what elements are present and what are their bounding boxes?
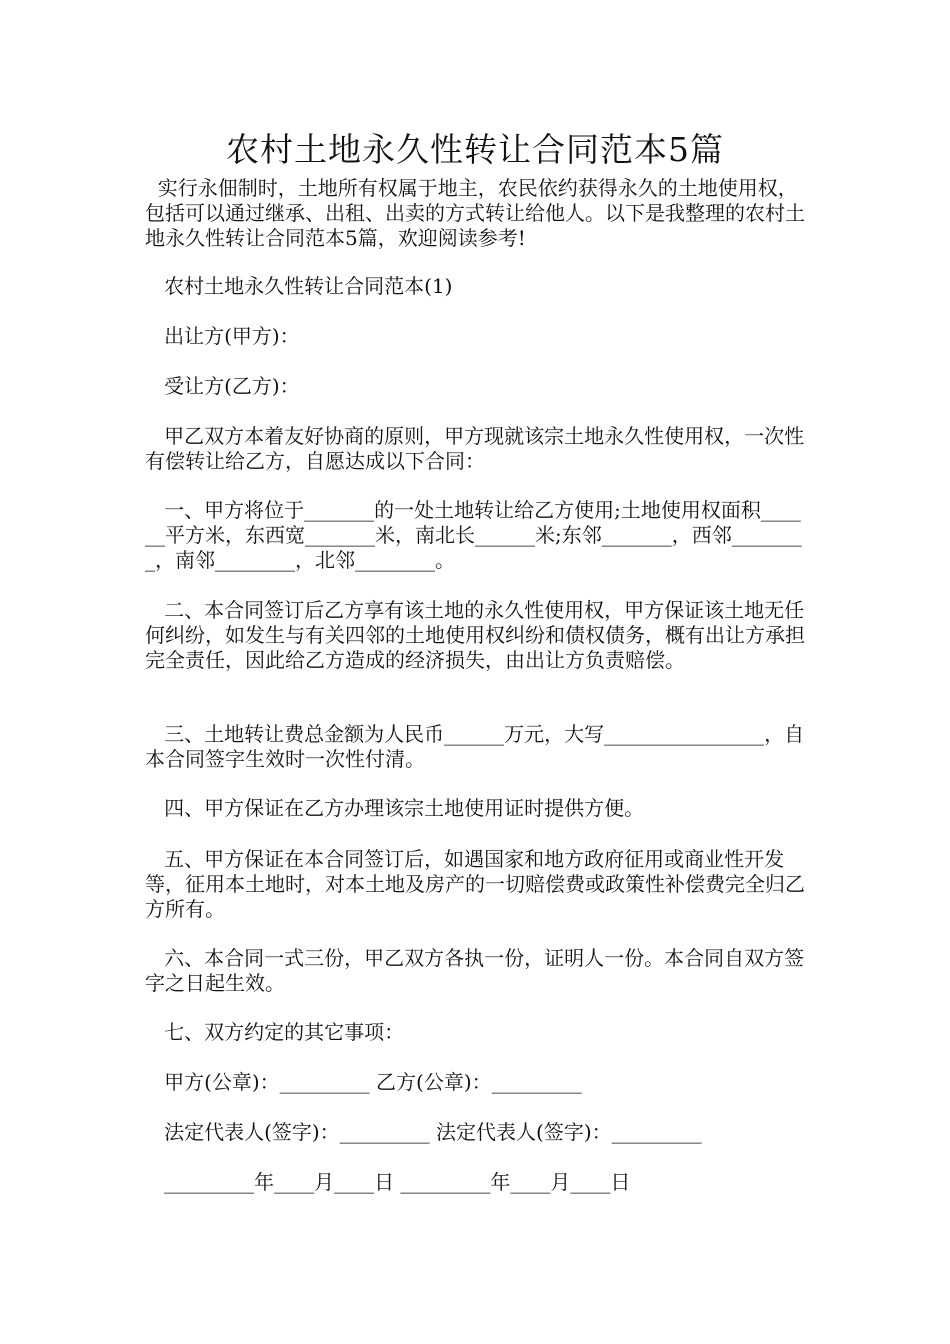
signature-line: 法定代表人(签字)：_________ 法定代表人(签字)：_________ (145, 1120, 702, 1144)
intro-paragraph: 实行永佃制时，土地所有权属于地主，农民依约获得永久的土地使用权，包括可以通过继承、出租、出卖的方式转让给他人。以下是我整理的农村土地永久性转让合同范本5篇，欢迎阅读参考! (145, 176, 805, 250)
clause-1: 一、甲方将位于_______的一处土地转让给乙方使用;土地使用权面积______平方米，东西宽_______米，南北长______米;东邻_______，西邻________，南邻________，北邻________。 (145, 498, 802, 572)
transferor-line: 出让方(甲方)： (145, 324, 300, 348)
contract-heading: 农村土地永久性转让合同范本(1) (145, 274, 453, 298)
preamble-paragraph: 甲乙双方本着友好协商的原则，甲方现就该宗土地永久性使用权，一次性有偿转让给乙方，自愿达成以下合同： (145, 424, 805, 473)
clause-2: 二、本合同签订后乙方享有该土地的永久性使用权，甲方保证该土地无任何纠纷，如发生与有关四邻的土地使用权纠纷和债权债务，概有出让方承担完全责任，因此给乙方造成的经济损失，由出让方负责赔偿。 (145, 598, 805, 672)
date-line: _________年____月____日 _________年____月____日 (145, 1170, 631, 1194)
transferee-line: 受让方(乙方)： (145, 374, 300, 398)
clause-6: 六、本合同一式三份，甲乙双方各执一份，证明人一份。本合同自双方签字之日起生效。 (145, 946, 805, 995)
clause-5: 五、甲方保证在本合同签订后，如遇国家和地方政府征用或商业性开发等，征用本土地时，对本土地及房产的一切赔偿费或政策性补偿费完全归乙方所有。 (145, 847, 805, 921)
document-title: 农村土地永久性转让合同范本5篇 (226, 130, 724, 169)
seal-line: 甲方(公章)：_________ 乙方(公章)：_________ (145, 1070, 582, 1094)
clause-4: 四、甲方保证在乙方办理该宗土地使用证时提供方便。 (145, 796, 645, 820)
clause-3: 三、土地转让费总金额为人民币______万元，大写________________，自本合同签字生效时一次性付清。 (145, 722, 805, 771)
clause-7: 七、双方约定的其它事项： (145, 1020, 405, 1044)
